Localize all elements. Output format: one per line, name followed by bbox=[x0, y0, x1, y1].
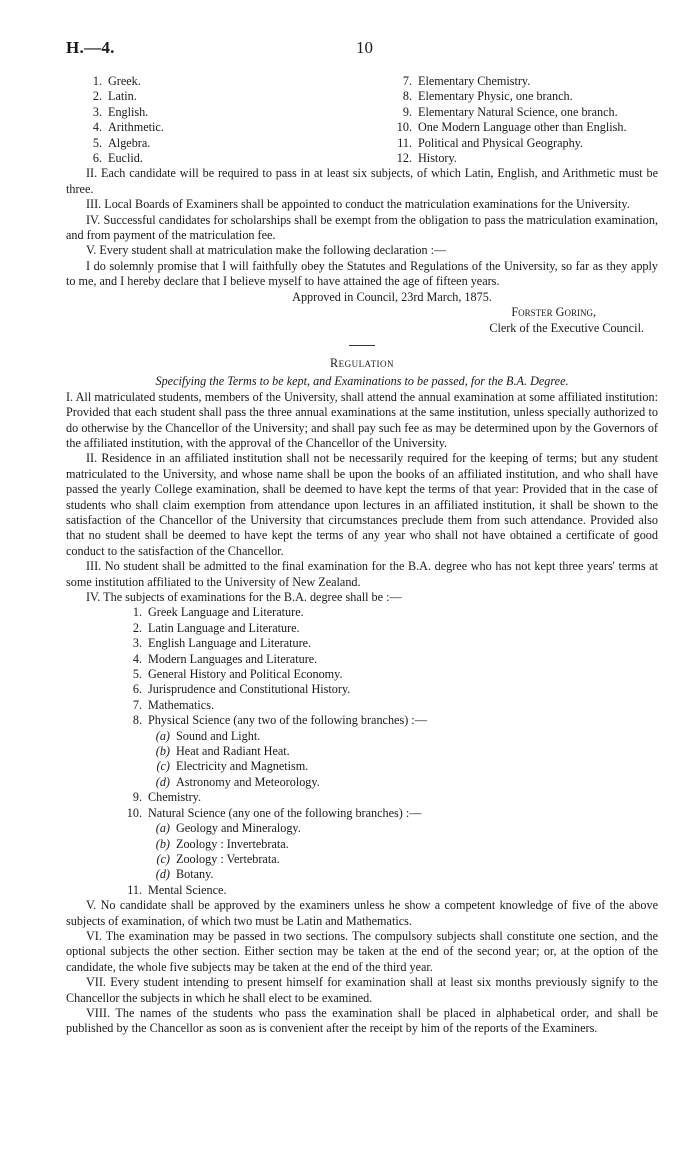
clause-paragraph: IV. Successful candidates for scholarships shall be exempt from the obligation to pass the matriculation examination, and from payment of the matriculation fee. bbox=[66, 212, 658, 243]
item-number: (a) bbox=[155, 821, 170, 836]
item-text: Zoology : Vertebrata. bbox=[176, 851, 280, 866]
item-number: 1. bbox=[92, 74, 102, 88]
clause-paragraph: II. Each candidate will be required to pass in at least six subjects, of which Latin, English, and Arithmetic must be three. bbox=[66, 166, 658, 196]
item-text: English Language and Literature. bbox=[148, 636, 312, 651]
subject-item bbox=[80, 136, 348, 151]
regulation-heading: Regulation bbox=[329, 355, 395, 370]
item-number: 9. bbox=[402, 104, 412, 119]
clause-paragraph: V. Every student shall at matriculation make the following declaration :— bbox=[86, 243, 447, 258]
item-number: 11. bbox=[127, 882, 142, 897]
item-number: (b) bbox=[155, 744, 170, 759]
item-text: Arithmetic. bbox=[108, 120, 164, 135]
item-number: 6. bbox=[92, 151, 102, 166]
item-text: Chemistry. bbox=[148, 790, 202, 805]
regulation-clauses bbox=[66, 390, 658, 606]
item-text: Modern Languages and Literature. bbox=[148, 651, 318, 666]
page-number: 10 bbox=[356, 38, 373, 57]
matriculation-clauses bbox=[66, 166, 658, 289]
subject-item bbox=[390, 74, 658, 89]
item-number: 8. bbox=[402, 89, 412, 104]
subject-item bbox=[390, 136, 658, 151]
subject-item bbox=[390, 120, 658, 135]
item-text: English. bbox=[108, 104, 149, 119]
clause-paragraph: V. No candidate shall be approved by the examiners unless he show a competent knowledge of five of the above subjects of examination, of which two must be Latin and Mathematics. bbox=[66, 898, 658, 928]
matriculation-subjects bbox=[66, 74, 658, 166]
page-header bbox=[66, 38, 660, 60]
item-number: 10. bbox=[396, 120, 412, 135]
item-text: Greek Language and Literature. bbox=[148, 605, 304, 620]
clause-paragraph: III. No student shall be admitted to the final examination for the B.A. degree who has not kept three years' terms at some institution affiliated to the University of New Zealand. bbox=[66, 559, 658, 589]
item-number: 5. bbox=[92, 135, 102, 150]
item-number: (c) bbox=[156, 851, 170, 866]
item-text: Natural Science (any one of the following branches) :— bbox=[148, 805, 422, 820]
clause-paragraph: VI. The examination may be passed in two sections. The compulsory subjects shall constitute one section, and the optional subjects the other section. Either section may be taken at the end of the second year; or, at the option of the candidate, the whole five subjects may be taken at the end of the third year. bbox=[66, 928, 658, 974]
ba-subject-item bbox=[120, 652, 658, 667]
ba-subject-item bbox=[120, 713, 658, 728]
ba-subject-item bbox=[120, 667, 658, 682]
subjects-left-column bbox=[66, 74, 348, 166]
clause-paragraph: I do solemnly promise that I will faithfully obey the Statutes and Regulations of the University, so far as they apply to me, and I hereby declare that I believe myself to have attained the age of fifteen years. bbox=[66, 258, 658, 289]
branch-item bbox=[150, 837, 658, 852]
branch-item bbox=[150, 852, 658, 867]
item-text: Euclid. bbox=[108, 151, 143, 166]
item-text: Electricity and Magnetism. bbox=[176, 759, 309, 774]
item-number: (b) bbox=[155, 836, 170, 851]
ba-subjects-list bbox=[66, 605, 658, 728]
item-number: 9. bbox=[132, 790, 142, 805]
clause-paragraph: III. Local Boards of Examiners shall be appointed to conduct the matriculation examinations for the University. bbox=[86, 197, 630, 212]
clause-paragraph: II. Residence in an affiliated institution shall not be necessarily required for the keeping of terms; but any student matriculated to the University, and whose name shall be upon the books of an affiliated institution, and who shall have passed the yearly College examination, shall be deemed to have kept the terms of that year: Provided that in the case of students who shall claim exemption from attendance upon lectures in an affiliated institution, it shall be shown to the satisfaction of the Chancellor of the University that circumstances preclude them from such attendance. Provided also that no student shall be deemed to have kept the terms of any year who shall not have obtained a certificate of good conduct to the satisfaction of the Chancellor. bbox=[66, 451, 658, 558]
signatory-title: Clerk of the Executive Council. bbox=[489, 320, 644, 335]
clause-paragraph: VIII. The names of the students who pass the examination shall be placed in alphabetical order, and shall be published by the Chancellor as soon as is convenient after the receipt by him of the reports of the Examiners. bbox=[66, 1005, 658, 1036]
item-number: 1. bbox=[132, 605, 142, 620]
item-number: (c) bbox=[156, 759, 170, 774]
item-number: 6. bbox=[132, 682, 142, 697]
ba-subject-item bbox=[120, 682, 658, 697]
item-number: (a) bbox=[155, 728, 170, 743]
ba-subject-item bbox=[120, 698, 658, 713]
branch-item bbox=[150, 821, 658, 836]
subject-item bbox=[80, 105, 348, 120]
item-text: History. bbox=[418, 151, 457, 166]
item-text: Astronomy and Meteorology. bbox=[176, 774, 320, 789]
subjects-right-column bbox=[348, 74, 658, 166]
regulation-subtitle: Specifying the Terms to be kept, and Examinations to be passed, for the B.A. Degree. bbox=[155, 374, 569, 389]
branch-item bbox=[150, 775, 658, 790]
item-text: Mathematics. bbox=[148, 697, 214, 712]
section-divider bbox=[349, 345, 375, 346]
item-number: 10. bbox=[126, 805, 142, 820]
branch-item bbox=[150, 759, 658, 774]
item-number: 8. bbox=[132, 713, 142, 728]
ba-subject-item bbox=[120, 806, 658, 821]
item-number: 12. bbox=[396, 151, 412, 166]
item-text: Elementary Natural Science, one branch. bbox=[418, 104, 618, 119]
item-text: Jurisprudence and Constitutional History. bbox=[148, 682, 351, 697]
clause-paragraph: I. All matriculated students, members of the University, shall attend the annual examination at some affiliated institution: Provided that each student shall pass the three annual examinations at the same institution, unless specially authorized to do otherwise by the Chancellor of the University; and shall pay such fee as may be determined upon by the Governors of the affiliated institution, with the approval of the Chancellor of the University. bbox=[66, 389, 658, 450]
item-text: General History and Political Economy. bbox=[148, 667, 343, 682]
item-text: Physical Science (any two of the following branches) :— bbox=[148, 713, 427, 728]
subject-item bbox=[390, 151, 658, 166]
ba-subject-item bbox=[120, 605, 658, 620]
physical-science-branches bbox=[66, 729, 658, 791]
subject-item bbox=[80, 74, 348, 89]
item-number: 4. bbox=[92, 120, 102, 135]
item-number: 2. bbox=[92, 89, 102, 104]
subject-item bbox=[80, 151, 348, 166]
item-text: One Modern Language other than English. bbox=[418, 120, 627, 135]
item-number: 11. bbox=[397, 135, 412, 150]
item-number: 5. bbox=[132, 667, 142, 682]
ba-subjects-list-end bbox=[66, 883, 658, 898]
document-code: H.—4. bbox=[66, 38, 115, 57]
item-text: Latin Language and Literature. bbox=[148, 620, 300, 635]
signatory-name: Forster Goring, bbox=[511, 305, 596, 320]
item-number: 7. bbox=[132, 697, 142, 712]
item-text: Zoology : Invertebrata. bbox=[176, 836, 289, 851]
ba-subject-item bbox=[120, 790, 658, 805]
item-number: 7. bbox=[402, 74, 412, 88]
item-text: Geology and Mineralogy. bbox=[176, 821, 301, 836]
item-text: Elementary Chemistry. bbox=[418, 74, 531, 88]
ba-subject-item bbox=[120, 883, 658, 898]
item-text: Elementary Physic, one branch. bbox=[418, 89, 573, 104]
item-text: Algebra. bbox=[108, 135, 151, 150]
item-text: Heat and Radiant Heat. bbox=[176, 744, 290, 759]
ba-subject-item bbox=[120, 636, 658, 651]
subject-item bbox=[80, 120, 348, 135]
branch-item bbox=[150, 867, 658, 882]
clause-paragraph: VII. Every student intending to present himself for examination shall at least six months previously signify to the Chancellor the subjects in which he shall elect to be examined. bbox=[66, 975, 658, 1005]
item-number: 3. bbox=[92, 104, 102, 119]
clause-paragraph: IV. The subjects of examinations for the B.A. degree shall be :— bbox=[86, 590, 402, 604]
ba-subjects-list-continued bbox=[66, 790, 658, 821]
natural-science-branches bbox=[66, 821, 658, 883]
subject-item bbox=[390, 105, 658, 120]
item-text: Political and Physical Geography. bbox=[418, 135, 584, 150]
page-content bbox=[66, 74, 658, 1037]
item-number: 2. bbox=[132, 620, 142, 635]
ba-subject-item bbox=[120, 621, 658, 636]
examination-clauses bbox=[66, 898, 658, 1037]
item-text: Greek. bbox=[108, 74, 141, 88]
item-number: 4. bbox=[132, 651, 142, 666]
approval-line: Approved in Council, 23rd March, 1875. bbox=[292, 289, 492, 304]
item-text: Latin. bbox=[108, 89, 137, 104]
branch-item bbox=[150, 744, 658, 759]
item-text: Botany. bbox=[176, 867, 214, 882]
item-number: 3. bbox=[132, 636, 142, 651]
item-text: Sound and Light. bbox=[176, 728, 261, 743]
item-number: (d) bbox=[155, 867, 170, 882]
item-number: (d) bbox=[155, 774, 170, 789]
subject-item bbox=[80, 89, 348, 104]
item-text: Mental Science. bbox=[148, 882, 227, 897]
branch-item bbox=[150, 729, 658, 744]
subject-item bbox=[390, 89, 658, 104]
